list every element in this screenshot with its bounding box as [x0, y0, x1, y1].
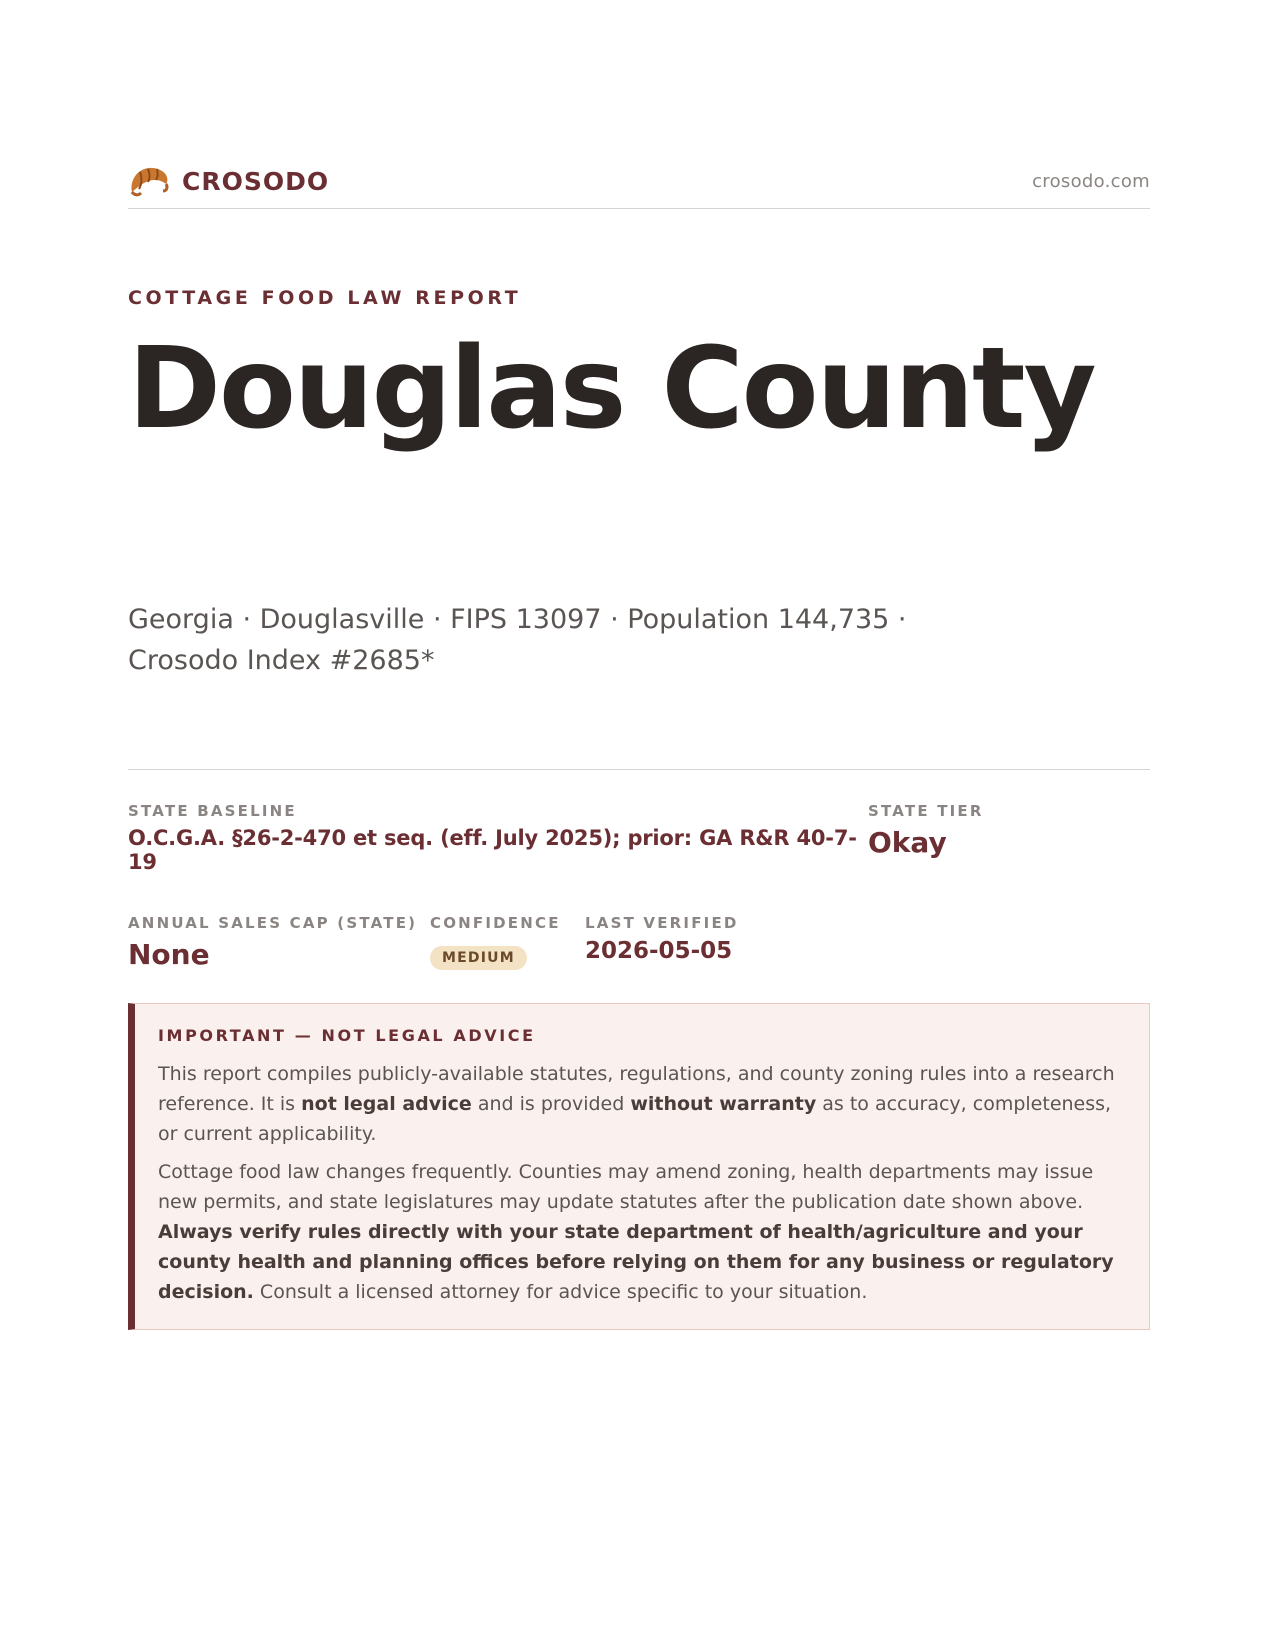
- header: [128, 160, 1150, 209]
- notice-paragraph-1: [158, 1059, 1123, 1149]
- brand[interactable]: [128, 162, 329, 200]
- fact-sales-cap: [128, 914, 430, 971]
- notice-text: Consult a licensed attorney for advice specific to your situation.: [253, 1280, 868, 1303]
- fact-value: 2026-05-05: [585, 937, 733, 964]
- fact-value: O.C.G.A. §26-2-470 et seq. (eff. July 2025); prior: GA R&R 40-7-19: [128, 825, 857, 874]
- notice-text: as to accuracy, completeness, or current applicability.: [158, 1092, 1112, 1145]
- report-page: [128, 160, 1150, 1330]
- fact-label: STATE BASELINE: [128, 801, 297, 820]
- notice-title: IMPORTANT — NOT LEGAL ADVICE: [158, 1025, 536, 1045]
- notice-text: and is provided: [471, 1092, 631, 1115]
- fact-last-verified: [585, 914, 739, 971]
- report-eyebrow: COTTAGE FOOD LAW REPORT: [128, 287, 522, 309]
- fact-value: None: [128, 937, 210, 971]
- notice-text: Cottage food law changes frequently. Counties may amend zoning, health departments may issue new permits, and state legislatures may update statutes after the publication date shown above.: [158, 1160, 1094, 1213]
- site-url[interactable]: crosodo.com: [1032, 170, 1150, 192]
- notice-emphasis: not legal advice: [301, 1092, 472, 1115]
- notice-text: This report compiles publicly-available statutes, regulations, and county zoning rules into a research reference. It is: [158, 1062, 1115, 1115]
- brand-name: CROSODO: [182, 166, 330, 196]
- county-meta-line1: Georgia · Douglasville · FIPS 13097 · Population 144,735 ·: [128, 603, 907, 635]
- facts-row-1: [128, 802, 1150, 874]
- county-meta: [128, 599, 948, 681]
- notice-emphasis: without warranty: [630, 1092, 817, 1115]
- fact-label: STATE TIER: [868, 801, 984, 820]
- notice-paragraph-2: [158, 1157, 1123, 1307]
- page-title: Douglas County: [128, 324, 1095, 454]
- croissant-icon: [128, 162, 170, 200]
- fact-state-baseline: [128, 802, 868, 874]
- fact-confidence: [430, 914, 585, 971]
- county-meta-line2: Crosodo Index #2685*: [128, 644, 435, 676]
- facts-row-2: [128, 914, 1150, 971]
- fact-label: LAST VERIFIED: [585, 913, 739, 932]
- legal-notice: [128, 1003, 1150, 1330]
- fact-label: ANNUAL SALES CAP (STATE): [128, 913, 418, 932]
- confidence-badge: MEDIUM: [430, 946, 527, 970]
- notice-emphasis: Always verify rules directly with your state department of health/agriculture and your county health and planning offices before relying on them for any business or regulatory decision.: [158, 1220, 1114, 1303]
- fact-state-tier: [868, 802, 984, 874]
- fact-value: Okay: [868, 825, 947, 859]
- fact-label: CONFIDENCE: [430, 913, 561, 932]
- divider: [128, 769, 1150, 770]
